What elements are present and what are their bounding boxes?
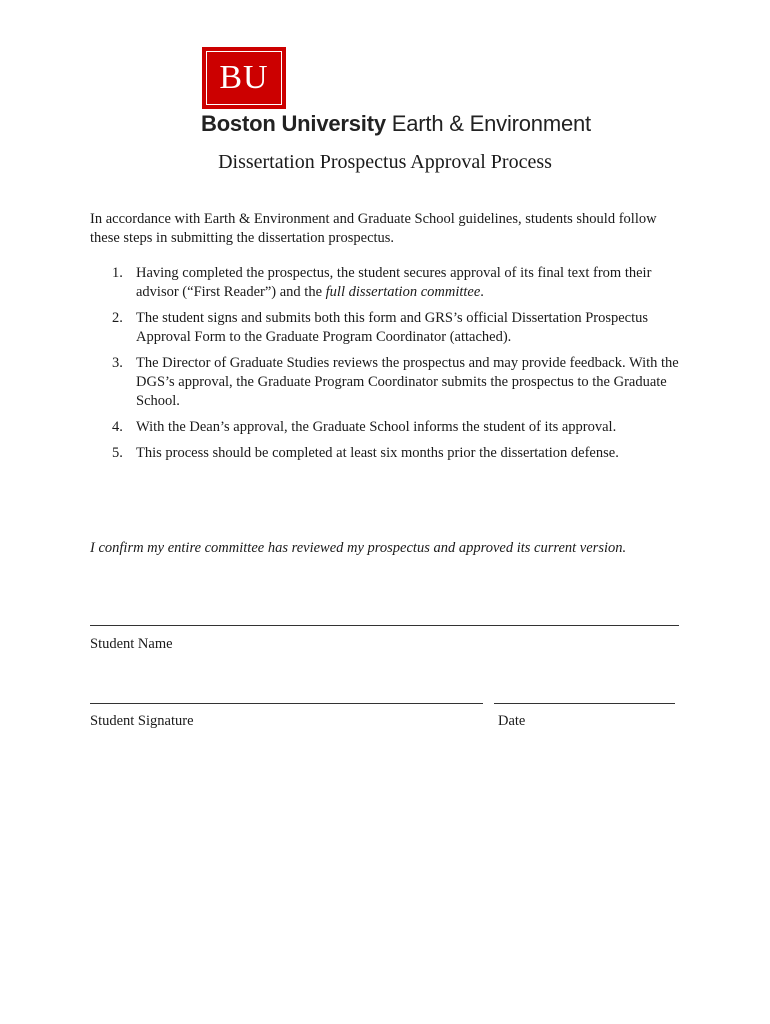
- step-item: [112, 354, 682, 411]
- confirmation-statement: I confirm my entire committee has reviewed my prospectus and approved its current version.: [90, 540, 627, 556]
- step-item: [112, 418, 682, 437]
- bu-logo: [202, 47, 286, 109]
- student-name-line[interactable]: [90, 625, 679, 626]
- step-text: The Director of Graduate Studies reviews the prospectus and may provide feedback. With the DGS’s approval, the Graduate Program Coordinator submits the prospectus to the Graduate School.: [136, 355, 679, 409]
- step-item: [112, 444, 682, 463]
- step-text: The student signs and submits both this form and GRS’s official Dissertation Prospectus Approval Form to the Graduate Program Coordinator (attached).: [136, 310, 649, 345]
- step-text-tail: .: [480, 284, 484, 300]
- date-label: Date: [498, 713, 526, 729]
- student-name-label: Student Name: [90, 636, 173, 652]
- bu-logo-mark: BU: [206, 51, 282, 105]
- org-name-university: Boston University: [201, 111, 386, 136]
- step-item: [112, 309, 682, 347]
- step-number: 4.: [112, 419, 123, 435]
- org-name-department: Earth & Environment: [385, 111, 591, 136]
- steps-list: [112, 264, 682, 470]
- step-text: This process should be completed at least six months prior the dissertation defense.: [136, 445, 619, 461]
- org-name: [201, 111, 591, 137]
- student-signature-label: Student Signature: [90, 713, 194, 729]
- intro-paragraph: In accordance with Earth & Environment and Graduate School guidelines, students should follow these steps in submitting the dissertation prospectus.: [90, 211, 657, 246]
- step-number: 2.: [112, 310, 123, 326]
- step-text: With the Dean’s approval, the Graduate School informs the student of its approval.: [136, 419, 617, 435]
- student-signature-line[interactable]: [90, 703, 483, 704]
- step-number: 5.: [112, 445, 123, 461]
- step-item: [112, 264, 682, 302]
- step-text: Having completed the prospectus, the student secures approval of its final text from their advisor (“First Reader”) and the: [136, 265, 652, 300]
- step-number: 1.: [112, 265, 123, 281]
- date-line[interactable]: [494, 703, 675, 704]
- step-number: 3.: [112, 355, 123, 371]
- step-emphasis: full dissertation committee: [325, 284, 481, 300]
- document-title: Dissertation Prospectus Approval Process: [218, 151, 552, 173]
